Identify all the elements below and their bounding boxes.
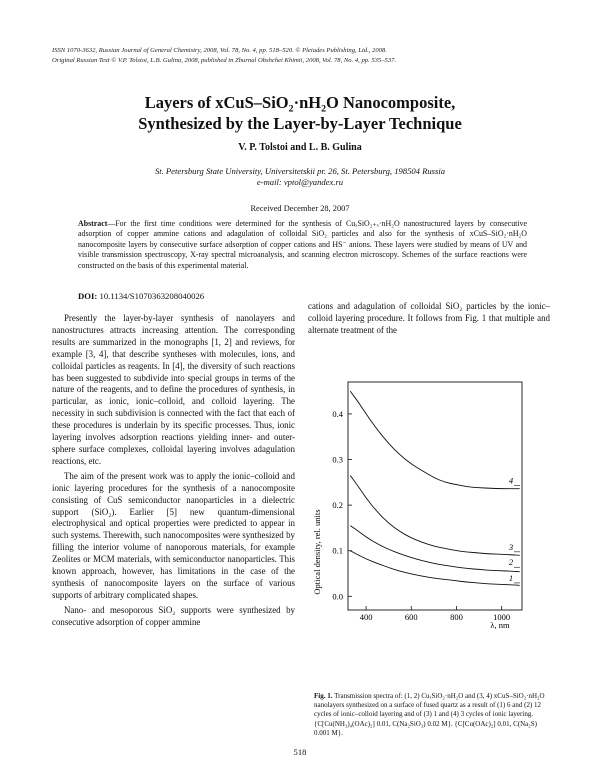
- y-tick-label: 0.3: [332, 454, 343, 465]
- x-axis-label: λ, nm: [490, 620, 510, 630]
- paragraph: Nano- and mesoporous SiO₂ supports were synthesized by consecutive adsorption of copper ammine: [52, 604, 295, 627]
- series-line-3: [350, 476, 519, 556]
- doi: [78, 291, 204, 301]
- series-line-2: [350, 526, 519, 572]
- y-tick-label: 0.1: [332, 545, 343, 556]
- x-tick-label: 1000: [493, 612, 511, 622]
- header-line-1: ISSN 1070-3632, Russian Journal of General Chemistry, 2008, Vol. 78, No. 4, pp. 518–520. © Pleiades Publishing, Ltd., 2008.: [52, 47, 387, 54]
- paragraph: Presently the layer-by-layer synthesis of nanolayers and nanostructures attracts increasing attention. The corresponding results are summarized in the monographs [1, 2] and reviews, for example [3, 4], that describe syntheses with molecules, ions, and colloidal particles as reagents. In [4], the diversity of such reactions has been suggested to subdivide into special groups in terms of the nature of the reagents, and to define the procedures of synthesis, in particular, as ionic, ionic–colloid, and colloid layering. The necessity in such subdivision is connected with the fact that each of these procedures is underlain by its specific processes. Thus, ionic layering involves adsorption reactions yielding inner- and outer-sphere surface complexes, colloidal layering involves adagulation reactions, etc.: [52, 313, 295, 466]
- affiliation-email: e-mail: vptol@yandex.ru: [256, 177, 344, 187]
- header-line-2: Original Russian Text © V.P. Tolstoi, L.B. Gulina, 2008, published in Zhurnal Obshchei Khimii, 2008, Vol. 78, No. 4, pp. 535–537.: [52, 57, 397, 64]
- caption-text: Transmission spectra of: (1, 2) CuₓSiO₂·nH₂O and (3, 4) xCuS–SiO₂·nH₂O nanolayers synthesized on a surface of fused quartz as a result of (1) 6 and (2) 12 cycles of ionic–colloid layering and of (3) 1 and (4) 3 cycles of ionic layering. {C[Cu(NH₃)₄(OAc)₂] 0.01, C(Na₂SiO₃) 0.02 M}. {C[Cu(OAc)₂] 0.01, C(Na₂S) 0.001 M}.: [314, 692, 545, 737]
- abstract-label: Abstract: [78, 219, 108, 228]
- doi-link[interactable]: 10.1134/S1070363208040026: [99, 291, 205, 301]
- y-axis-label: Optical density, rel. units: [312, 509, 322, 595]
- paragraph: cations and adagulation of colloidal SiO₂ particles by the ionic–colloid layering procedure. It follows from Fig. 1 that multiple and alternate treatment of the: [308, 301, 550, 335]
- affiliation-address: St. Petersburg State University, Universitetskii pr. 26, St. Petersburg, 198504 Russia: [154, 166, 446, 176]
- figure-1-chart: [308, 372, 544, 690]
- article-title: [60, 92, 540, 134]
- title-line-2: Synthesized by the Layer-by-Layer Technique: [138, 114, 462, 133]
- x-tick-label: 600: [404, 612, 418, 622]
- series-label-1: 1: [508, 572, 514, 583]
- title-line-1: Layers of xCuS–SiO₂·nH₂O Nanocomposite,: [144, 93, 456, 112]
- x-tick-label: 400: [359, 612, 373, 622]
- plot-area: [332, 382, 522, 622]
- figure-caption: [314, 692, 546, 738]
- page-number: 518: [293, 747, 307, 757]
- authors: V. P. Tolstoi and L. B. Gulina: [238, 142, 362, 153]
- doi-label: DOI:: [78, 291, 98, 301]
- series-label-2: 2: [508, 557, 514, 568]
- series-label-3: 3: [508, 541, 514, 552]
- abstract-text: —For the first time conditions were determined for the synthesis of CuₓSiO₂₊ₓ·nH₂O nanostructured layers by consecutive adsorption of copper ammine cations and adagulation of colloidal SiO₂ particles and also for the synthesis of xCuS–SiO₂·nH₂O nanocomposite layers by consecutive surface adsorption of copper cations and HS⁻ anions. These layers were studied by means of UV and visible transmission spectroscopy, X-ray spectral microanalysis, and scanning electron microscopy. Schemes of the surface reactions were constructed on the basis of this experimental material.: [78, 219, 527, 270]
- series-label-4: 4: [508, 475, 514, 486]
- paragraph: The aim of the present work was to apply the ionic–colloid and ionic layering procedures for the synthesis of a nanocomposite consisting of CuS semiconductor nanoparticles in a dielectric support (SiO₂). Earlier [5] new quantum-dimensional electrophysical and optical properties were predicted to appear in such systems. Therewith, such nanocomposites were synthesized by filling the interior volume of nanoporous materials, for example Zeolites or MCM materials, with semiconductor nanoparticles. This known approach, however, has limitations in the case of the synthesis of nanocomposite layers on the surface of various supports of arbitrary complicated shapes.: [52, 470, 295, 600]
- caption-label: Fig. 1.: [314, 692, 333, 700]
- y-tick-label: 0.2: [332, 500, 343, 511]
- y-tick-label: 0.4: [332, 408, 343, 419]
- affiliation: [60, 166, 540, 188]
- abstract: [78, 219, 527, 271]
- plot-frame: [348, 382, 522, 610]
- x-tick-label: 800: [450, 612, 463, 622]
- journal-header: [52, 46, 552, 66]
- y-tick-label: 0.0: [332, 591, 343, 602]
- received-date: Received December 28, 2007: [250, 204, 350, 213]
- right-column: [308, 301, 550, 340]
- left-column: [52, 313, 295, 632]
- series-line-4: [350, 391, 519, 489]
- series-line-1: [350, 551, 519, 586]
